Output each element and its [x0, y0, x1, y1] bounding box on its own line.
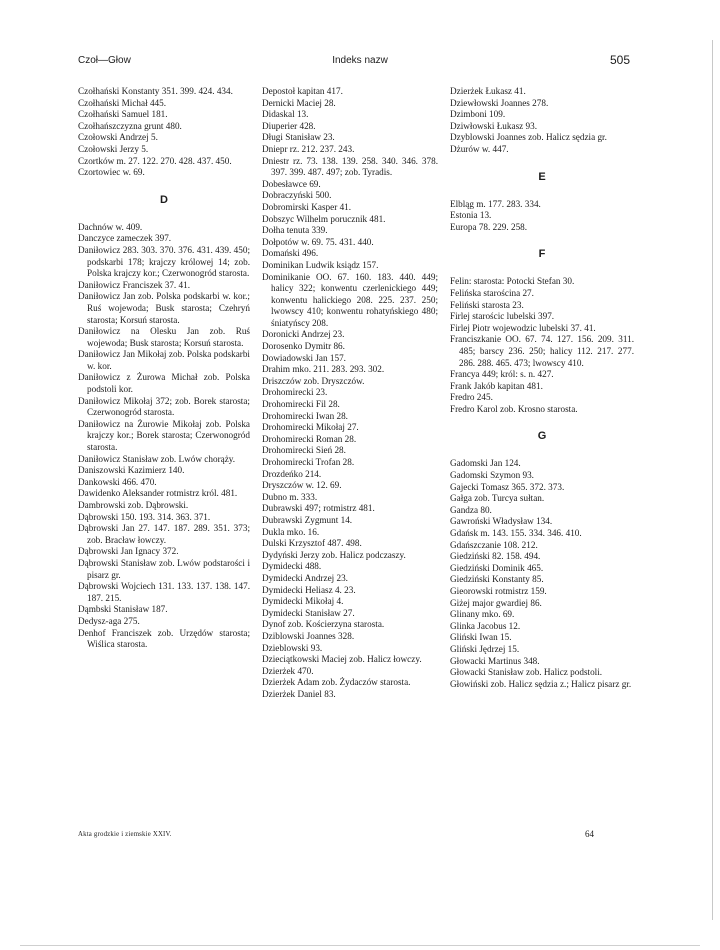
- index-entry: Francya 449; król: s. n. 427.: [450, 369, 554, 380]
- index-entry: Dziblowski Joannes 328.: [262, 630, 355, 641]
- footer-source-note: Akta grodzkie i ziemskie XXIV.: [78, 831, 172, 838]
- scan-edge-line: [712, 40, 713, 920]
- index-entry: Dąbrowski Jan Ignacy 372.: [78, 546, 179, 557]
- index-entry: Drohomirecki Mikołaj 27.: [262, 422, 359, 433]
- index-entry: Drozdeńko 214.: [262, 468, 322, 479]
- index-entry: Drohomirecki Iwan 28.: [262, 410, 348, 421]
- index-entry: Drohomirecki 23.: [262, 387, 328, 398]
- index-entry: Dymidecki Mikołaj 4.: [262, 596, 344, 607]
- index-column-2: [262, 86, 438, 700]
- index-entry: Czortków m. 27. 122. 270. 428. 437. 450.: [78, 155, 232, 166]
- index-entry: Czołhańszczyzna grunt 480.: [78, 120, 182, 131]
- index-entry: Drahim mko. 211. 283. 293. 302.: [262, 364, 385, 375]
- running-head-title: Indeks nazw: [332, 55, 388, 66]
- index-entry: Dołpotów w. 69. 75. 431. 440.: [262, 236, 374, 247]
- index-entry: Dubno m. 333.: [262, 491, 318, 502]
- index-entry: Dachnów w. 409.: [78, 221, 143, 232]
- index-entry: Driszczów zob. Dryszczów.: [262, 375, 365, 386]
- section-spacer: [450, 233, 634, 246]
- index-entry: Firlej Piotr wojewodzic lubelski 37. 41.: [450, 322, 596, 333]
- index-section-letter: G: [537, 430, 547, 443]
- index-entry: Dawidenko Aleksander rotmistrz król. 481.: [78, 488, 238, 499]
- index-entry: Dąbrowski Stanisław zob. Lwów podstarości i pisarz gr.: [78, 557, 250, 580]
- index-entry: Daniłowicz na Olesku Jan zob. Ruś wojewoda; Busk starosta; Korsuń starosta.: [78, 326, 250, 348]
- index-entry: Dobesławce 69.: [262, 178, 321, 189]
- index-entry: Franciszkanie OO. 67. 74. 127. 156. 209. 311. 485; barscy 236. 250; halicy 112. 217. 277. 286. 288. 465. 473; lwowscy 410.: [450, 334, 634, 368]
- index-entry: Didaskal 13.: [262, 109, 309, 120]
- index-section-letter: D: [160, 193, 168, 206]
- index-entry: Dzierżek Adam zob. Żydaczów starosta.: [262, 677, 411, 688]
- index-entry: Dąmbski Stanisław 187.: [78, 604, 168, 615]
- index-entry: Drohomirecki Trofan 28.: [262, 457, 355, 467]
- index-entry: Dulski Krzysztof 487. 498.: [262, 538, 362, 549]
- index-entry: Dziwłowski Łukasz 93.: [450, 120, 538, 131]
- index-entry: Dubrawski 497; rotmistrz 481.: [262, 503, 375, 514]
- index-entry: Dankowski 466. 470.: [78, 476, 157, 487]
- index-entry: Dymidecki Stanisław 27.: [262, 607, 355, 618]
- index-entry: Estonia 13.: [450, 210, 492, 221]
- scan-edge-line: [20, 945, 700, 946]
- index-entry: Denhof Franciszek zob. Urzędów starosta; Wiślica starosta.: [78, 627, 250, 650]
- index-entry: Dobromirski Kasper 41.: [262, 201, 352, 212]
- index-entry: Felin: starosta: Potocki Stefan 30.: [450, 276, 575, 287]
- index-section-letter: E: [538, 170, 546, 183]
- index-entry: Frank Jakób kapitan 481.: [450, 380, 543, 391]
- index-entry: Dąbrowski Jan 27. 147. 187. 289. 351. 373; zob. Bracław łowczy.: [78, 523, 250, 545]
- index-entry: Czołhański Samuel 181.: [78, 109, 168, 120]
- index-entry: Giedziński 82. 158. 494.: [450, 551, 541, 562]
- section-spacer: [450, 186, 634, 199]
- section-spacer: [450, 156, 634, 169]
- index-entry: Glinany mko. 69.: [450, 609, 515, 620]
- index-entry: Giedziński Dominik 465.: [450, 562, 544, 573]
- index-entry: Danczyce zameczek 397.: [78, 233, 172, 244]
- index-entry: Gawroński Władysław 134.: [450, 516, 553, 527]
- index-entry: Dynof zob. Kościerzyna starosta.: [262, 619, 385, 630]
- index-entry: Dubrawski Zygmunt 14.: [262, 514, 353, 525]
- index-entry: Daniłowicz na Żurowie Mikołaj zob. Polska krajczy kor.; Borek starosta; Czerwonogród starosta.: [78, 418, 250, 453]
- page-number: 505: [609, 53, 630, 67]
- index-entry: Daniłowicz z Żurowa Michał zob. Polska podstoli kor.: [78, 372, 250, 395]
- index-entry: Dzierżek 470.: [262, 665, 314, 676]
- index-entry: Giedziński Konstanty 85.: [450, 574, 544, 585]
- index-entry: Gdańszczanie 108. 212.: [450, 539, 538, 550]
- index-entry: Drohomirecki Sień 28.: [262, 445, 346, 456]
- index-entry: Elbląg m. 177. 283. 334.: [450, 198, 541, 209]
- section-spacer: [78, 179, 250, 192]
- section-spacer: [450, 263, 634, 276]
- index-entry: Diuperier 428.: [262, 120, 316, 131]
- index-entry: Dobszyc Wilhelm porucznik 481.: [262, 213, 386, 224]
- footer-signature-number: 64: [585, 829, 594, 839]
- index-entry: Daniłowicz Franciszek 37. 41.: [78, 279, 191, 290]
- index-entry: Doronicki Andrzej 23.: [262, 329, 345, 340]
- index-entry: Dominikanie OO. 67. 160. 183. 440. 449; halicy 322; konwentu czerlenickiego 449; konwentu halickiego 208. 225. 237. 250; lwowscy 410; konwentu rohatyńskiego 480; śniatyńscy 208.: [262, 271, 438, 328]
- index-entry: Czortowiec w. 69.: [78, 167, 145, 178]
- index-entry: Dernicki Maciej 28.: [262, 97, 336, 108]
- index-entry: Dryszczów w. 12. 69.: [262, 480, 342, 491]
- index-entry: Dedysz-aga 275.: [78, 615, 140, 626]
- index-entry: Daniłowicz Jan zob. Polska podskarbi w. kor.; Ruś wojewoda; Busk starosta; Czehryń starosta; Korsuń starosta.: [78, 291, 250, 325]
- section-spacer: [450, 415, 634, 428]
- index-entry: Głowacki Stanisław zob. Halicz podstoli.: [450, 667, 603, 678]
- index-entry: Europa 78. 229. 258.: [450, 221, 528, 232]
- index-entry: Gandza 80.: [450, 504, 492, 515]
- index-entry: Dukla mko. 16.: [262, 526, 320, 537]
- index-entry: Dominikan Ludwik ksiądz 157.: [262, 259, 379, 270]
- index-entry: Głowiński zob. Halicz sędzia z.; Halicz pisarz gr.: [450, 678, 632, 689]
- index-entry: Dymidecki Heliasz 4. 23.: [262, 584, 356, 595]
- index-column-3: [450, 86, 634, 690]
- index-entry: Dobraczyński 500.: [262, 190, 332, 201]
- index-entry: Gałga zob. Turcya sułtan.: [450, 493, 545, 504]
- index-entry: Fredro Karol zob. Krosno starosta.: [450, 403, 578, 414]
- index-entry: Dydyński Jerzy zob. Halicz podczaszy.: [262, 549, 406, 560]
- index-entry: Dziewłowski Joannes 278.: [450, 97, 549, 108]
- index-entry: Dołha tenuta 339.: [262, 225, 328, 236]
- index-entry: Głowacki Martinus 348.: [450, 655, 540, 666]
- index-entry: Dorosenko Dymitr 86.: [262, 341, 345, 352]
- index-entry: Dambrowski zob. Dąbrowski.: [78, 500, 189, 510]
- index-entry: Gdańsk m. 143. 155. 334. 346. 410.: [450, 528, 582, 539]
- index-entry: Drohomirecki Roman 28.: [262, 433, 357, 444]
- index-entry: Glinka Jacobus 12.: [450, 620, 521, 631]
- index-entry: Daniłowicz 283. 303. 370. 376. 431. 439. 450; podskarbi 178; krajczy królowej 14; zob. Polska krajczy kor.; Czerwonogród starosta.: [78, 244, 250, 279]
- index-entry: Depostoł kapitan 417.: [262, 86, 343, 96]
- section-spacer: [450, 445, 634, 458]
- index-entry: Czołowski Jerzy 5.: [78, 143, 149, 154]
- index-entry: Dzimboni 109.: [450, 109, 506, 120]
- index-entry: Daniłowicz Stanisław zob. Lwów chorąży.: [78, 453, 236, 464]
- index-entry: Gliński Iwan 15.: [450, 632, 512, 643]
- index-entry: Dzieblowski 93.: [262, 642, 323, 653]
- index-entry: Dzieciątkowski Maciej zob. Halicz łowczy.: [262, 654, 422, 665]
- section-spacer: [78, 209, 250, 222]
- index-entry: Dowiadowski Jan 157.: [262, 352, 346, 363]
- index-entry: Daniłowicz Mikołaj 372; zob. Borek starosta; Czerwonogród starosta.: [78, 395, 250, 418]
- index-entry: Firlej starościc lubelski 397.: [450, 311, 555, 322]
- index-entry: Gliński Jędrzej 15.: [450, 643, 520, 654]
- index-entry: Dzierżek Daniel 83.: [262, 688, 336, 699]
- index-entry: Dniestr rz. 73. 138. 139. 258. 340. 346. 378. 397. 399. 487. 497; zob. Tyradis.: [262, 155, 438, 178]
- index-entry: Dzyblowski Joannes zob. Halicz sędzia gr.: [450, 132, 607, 143]
- index-entry: Feliński starosta 23.: [450, 299, 524, 310]
- index-entry: Gieorowski rotmistrz 159.: [450, 586, 547, 596]
- running-head-range: Czoł—Głow: [78, 55, 131, 66]
- index-entry: Drohomirecki Fil 28.: [262, 399, 340, 410]
- index-entry: Dymidecki Andrzej 23.: [262, 572, 348, 583]
- index-column-1: [78, 86, 250, 651]
- index-entry: Gajecki Tomasz 365. 372. 373.: [450, 481, 565, 492]
- index-entry: Daniłowicz Jan Mikołaj zob. Polska podskarbi w. kor.: [78, 349, 250, 371]
- index-entry: Dzierżek Łukasz 41.: [450, 86, 526, 96]
- index-entry: Dniepr rz. 212. 237. 243.: [262, 143, 355, 154]
- index-entry: Dymidecki 488.: [262, 561, 322, 572]
- index-entry: Domański 496.: [262, 248, 319, 259]
- index-entry: Czołhański Michał 445.: [78, 97, 167, 108]
- index-entry: Gadomski Szymon 93.: [450, 470, 534, 481]
- index-entry: Dąbrowski 150. 193. 314. 363. 371.: [78, 511, 211, 522]
- index-entry: Felińska starościna 27.: [450, 287, 534, 298]
- index-entry: Długi Stanisław 23.: [262, 132, 335, 143]
- index-entry: Dąbrowski Wojciech 131. 133. 137. 138. 147. 187. 215.: [78, 581, 250, 603]
- index-entry: Czołhański Konstanty 351. 399. 424. 434.: [78, 86, 233, 96]
- index-entry: Czołowski Andrzej 5.: [78, 132, 158, 143]
- index-entry: Fredro 245.: [450, 392, 493, 403]
- index-entry: Daniszowski Kazimierz 140.: [78, 465, 185, 476]
- index-section-letter: F: [538, 248, 546, 261]
- index-entry: Gadomski Jan 124.: [450, 458, 521, 469]
- index-entry: Giżej major gwardiej 86.: [450, 597, 542, 608]
- index-entry: Dżurów w. 447.: [450, 143, 509, 154]
